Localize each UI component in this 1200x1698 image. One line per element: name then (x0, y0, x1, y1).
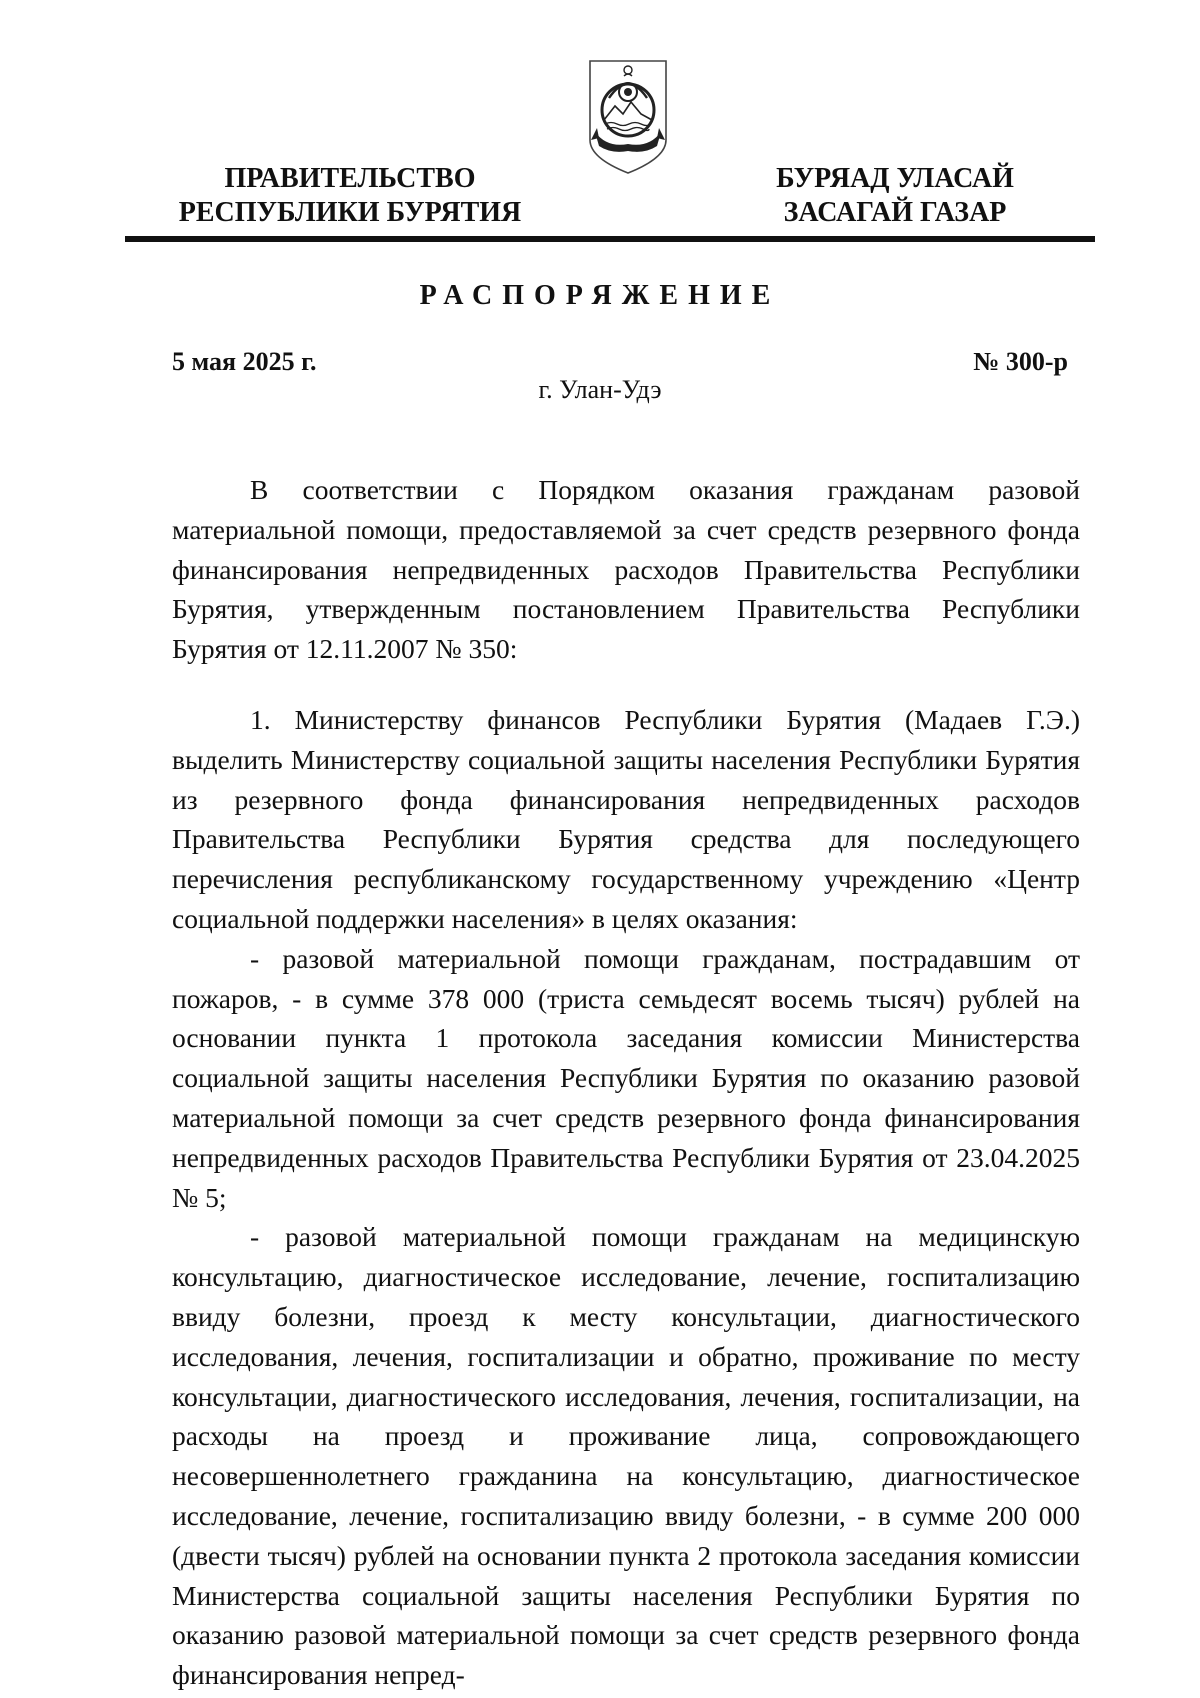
item-1-paragraph: 1. Министерству финансов Республики Бурятия (Мадаев Г.Э.) выделить Министерству социальной защиты населения Республики Бурятия из резервного фонда финансирования непредвиденных расходов Правительства Республики Бурятия средства для последующего перечисления республиканскому государственному учреждению «Центр социальной поддержки населения» в целях оказания: (172, 704, 1080, 934)
intro-paragraph-block (172, 470, 1080, 669)
government-name-russian-line1: ПРАВИТЕЛЬСТВО (224, 163, 476, 194)
document-number: № 300-р (973, 347, 1068, 376)
government-name-buryat-line2: ЗАСАГАЙ ГАЗАР (783, 197, 1007, 228)
government-name-buryat-line1: БУРЯАД УЛАСАЙ (776, 163, 1014, 194)
coat-of-arms-buryatia-icon (587, 58, 669, 176)
header-divider (125, 236, 1095, 242)
sub-item-fire-victims: - разовой материальной помощи гражданам, пострадавшим от пожаров, - в сумме 378 000 (триста семьдесят восемь тысяч) рублей на основании пункта 1 протокола заседания комиссии Министерства социальной защиты населения Республики Бурятия по оказанию разовой материальной помощи за счет средств резервного фонда финансирования непредвиденных расходов Правительства Республики Бурятия от 23.04.2025 № 5; (172, 942, 1080, 1213)
document-date: 5 мая 2025 г. (172, 347, 317, 376)
government-name-russian (165, 162, 535, 230)
sub-item-medical-aid: - разовой материальной помощи гражданам на медицинскую консультацию, диагностическое исследование, лечение, госпитализацию ввиду болезни, проезд к месту консультации, диагностического исследования, лечения, госпитализации и обратно, проживание по месту консультации, диагностического исследования, лечения, госпитализации, на расходы на проезд и проживание лица, сопровождающего несовершеннолетнего гражданина на консультацию, диагностическое исследование, лечение, госпитализацию ввиду болезни, - в сумме 200 000 (двести тысяч) рублей на основании пункта 2 протокола заседания комиссии Министерства социальной защиты населения Республики Бурятия по оказанию разовой материальной помощи за счет средств резервного фонда финансирования непред- (172, 1221, 1080, 1691)
document-city: г. Улан-Удэ (538, 375, 662, 404)
section-1 (172, 700, 1080, 1695)
document-title: РАСПОРЯЖЕНИЕ (419, 280, 781, 311)
government-name-russian-line2: РЕСПУБЛИКИ БУРЯТИЯ (178, 197, 522, 228)
government-name-buryat (745, 162, 1045, 230)
intro-paragraph: В соответствии с Порядком оказания гражданам разовой материальной помощи, предоставляемой за счет средств резервного фонда финансирования непредвиденных расходов Правительства Республики Бурятия, утвержденным постановлением Правительства Республики Бурятия от 12.11.2007 № 350: (172, 474, 1080, 665)
